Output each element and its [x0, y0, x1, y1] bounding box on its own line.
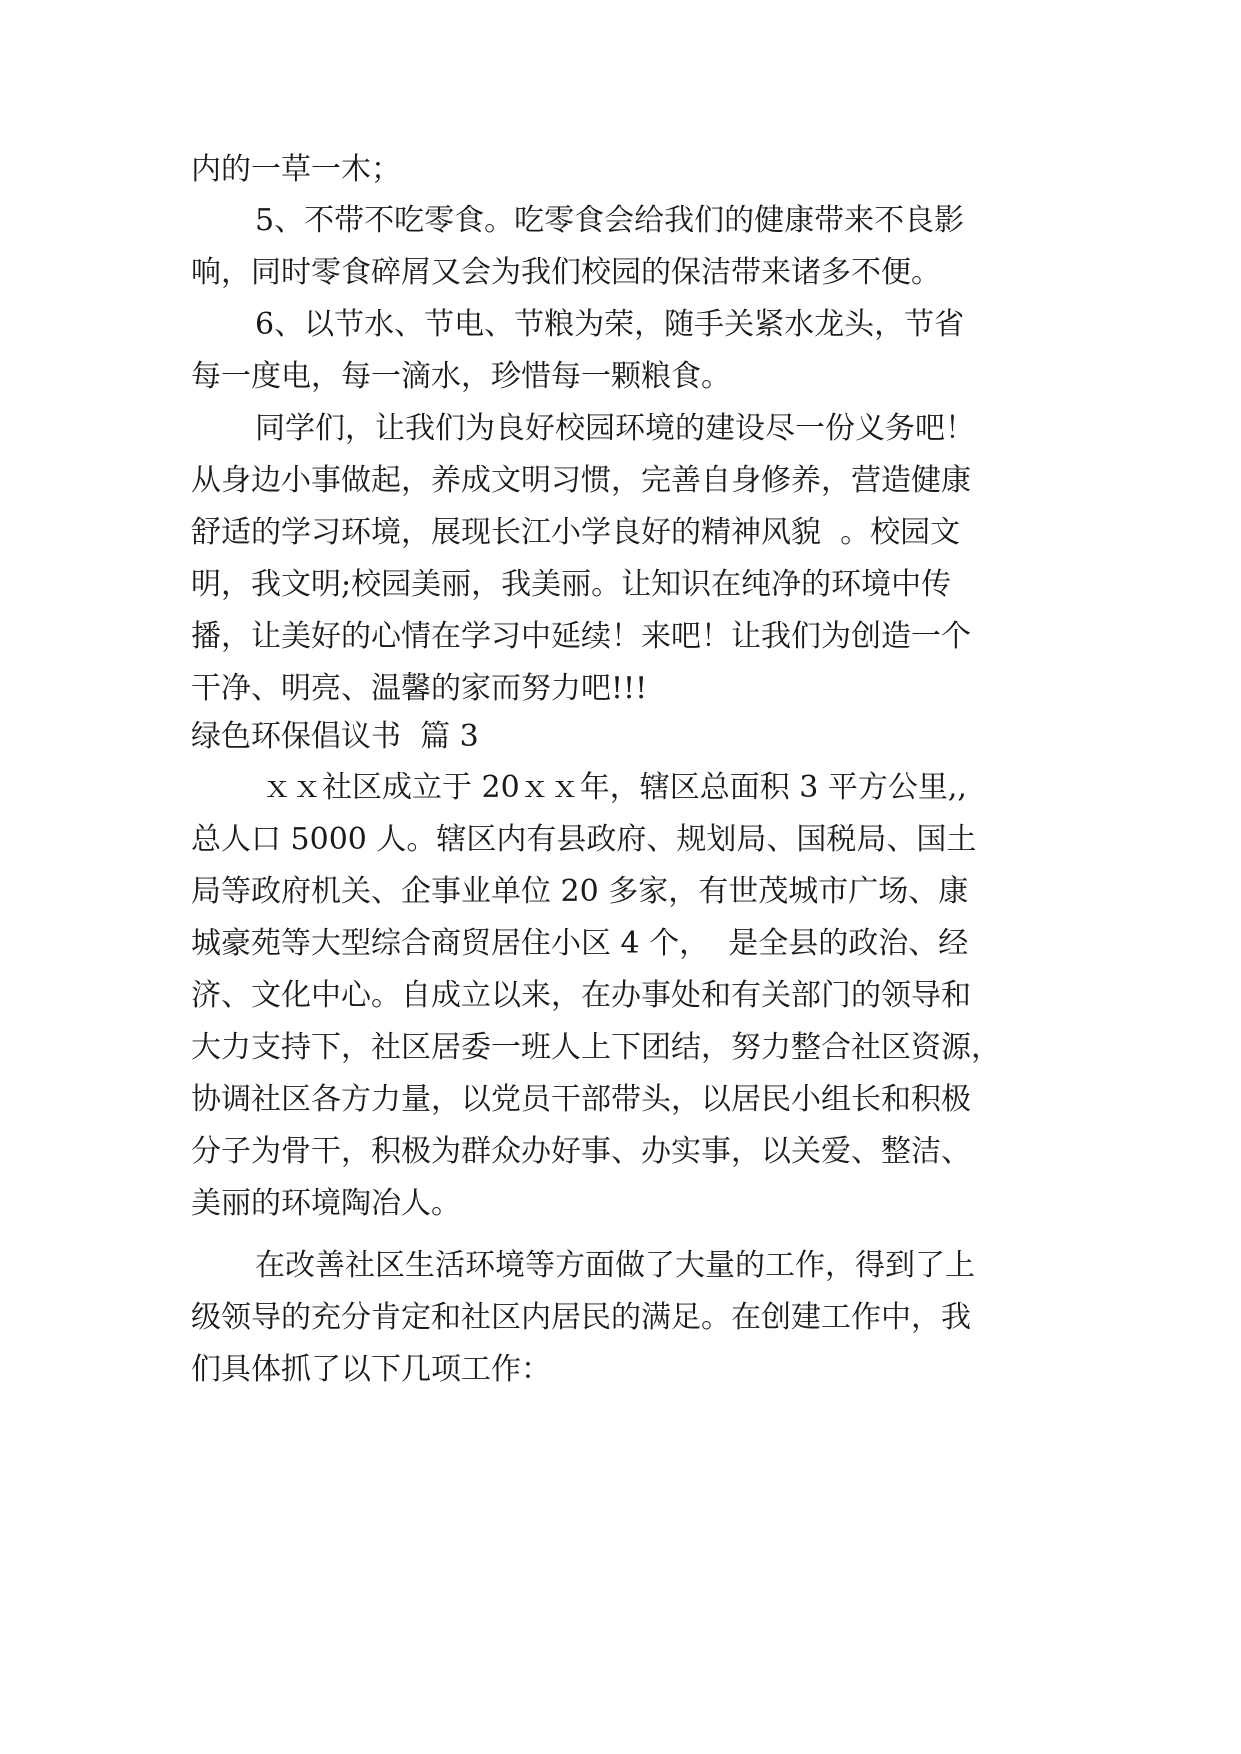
- paragraph-line: 协调社区各方力量，以党员干部带头，以居民小组长和积极: [191, 1082, 971, 1117]
- paragraph-line: 明，我文明;校园美丽，我美丽。让知识在纯净的环境中传: [191, 567, 952, 602]
- paragraph-line: 级领导的充分肯定和社区内居民的满足。在创建工作中，我: [191, 1300, 971, 1335]
- paragraph-line: 6、以节水、节电、节粮为荣，随手关紧水龙头，节省: [255, 307, 965, 342]
- paragraph-line: ｘｘ社区成立于 20ｘｘ年，辖区总面积 3 平方公里,,: [262, 770, 967, 805]
- paragraph-line: 在改善社区生活环境等方面做了大量的工作，得到了上: [255, 1248, 975, 1283]
- paragraph-line: 每一度电，每一滴水，珍惜每一颗粮食。: [191, 359, 731, 394]
- paragraph-line: 局等政府机关、企事业单位 20 多家，有世茂城市广场、康: [191, 874, 969, 909]
- paragraph-line: 们具体抓了以下几项工作：: [191, 1352, 551, 1387]
- paragraph-line: 干净、明亮、温馨的家而努力吧!!!: [191, 671, 648, 706]
- paragraph-line: 同学们，让我们为良好校园环境的建设尽一份义务吧！: [255, 411, 975, 446]
- paragraph-line: 舒适的学习环境，展现长江小学良好的精神风貌 。校园文: [191, 515, 961, 550]
- paragraph-line: 从身边小事做起，养成文明习惯，完善自身修养，营造健康: [191, 463, 971, 498]
- section-heading: 绿色环保倡议书 篇 3: [191, 719, 479, 754]
- paragraph-line: 大力支持下，社区居委一班人上下团结，努力整合社区资源，: [191, 1030, 1001, 1065]
- paragraph-line: 总人口 5000 人。辖区内有县政府、规划局、国税局、国土: [191, 822, 977, 857]
- paragraph-line: 美丽的环境陶冶人。: [191, 1186, 461, 1221]
- paragraph-line: 5、不带不吃零食。吃零食会给我们的健康带来不良影: [255, 203, 965, 238]
- paragraph-line: 城豪苑等大型综合商贸居住小区 4 个， 是全县的政治、经: [191, 926, 969, 961]
- paragraph-line: 分子为骨干，积极为群众办好事、办实事，以关爱、整洁、: [191, 1134, 971, 1169]
- paragraph-line: 内的一草一木；: [191, 152, 401, 187]
- paragraph-line: 播，让美好的心情在学习中延续！来吧！让我们为创造一个: [191, 619, 971, 654]
- paragraph-line: 济、文化中心。自成立以来，在办事处和有关部门的领导和: [191, 978, 971, 1013]
- paragraph-line: 响，同时零食碎屑又会为我们校园的保洁带来诸多不便。: [191, 255, 941, 290]
